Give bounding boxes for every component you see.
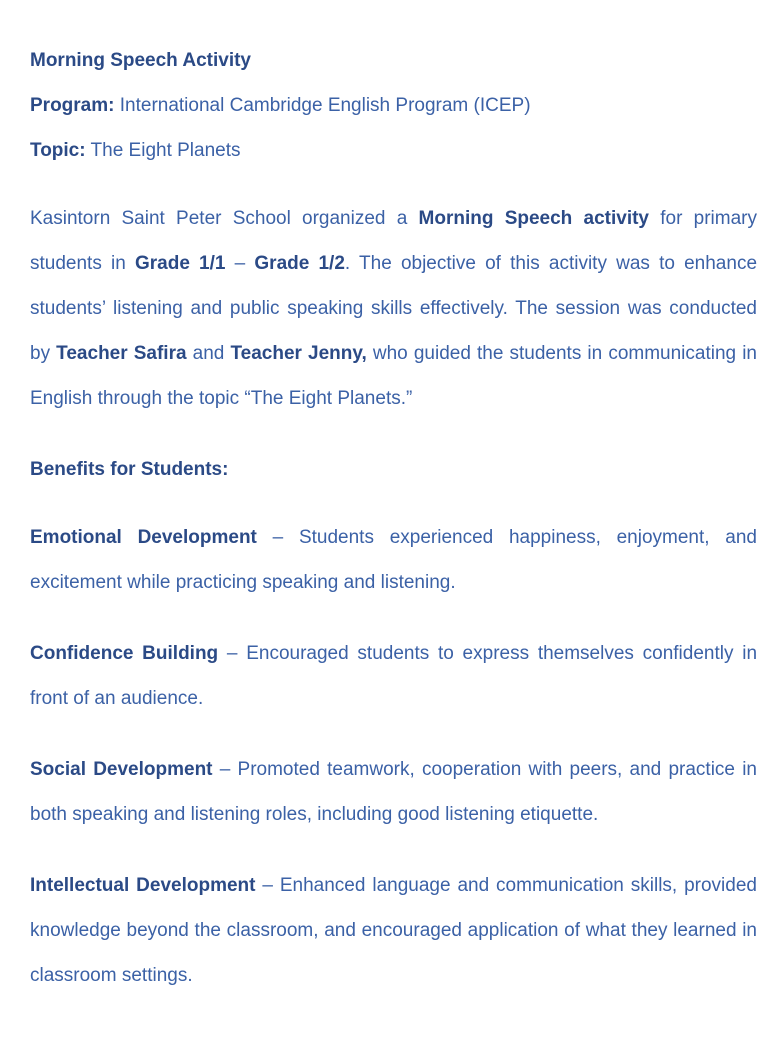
benefits-heading: Benefits for Students: — [30, 459, 229, 480]
bold-run-teacher-jenny: Teacher Jenny, — [230, 343, 367, 364]
bold-run-grade-1-1: Grade 1/1 — [134, 253, 226, 274]
text-run: . The objective of this activity was to enhance students’ listening and public speaking skills effectively. The session was conducted by — [30, 253, 758, 364]
text-run: who guided the students in communicating in English through the topic “The Eight Planets.” — [30, 343, 757, 409]
benefit-body: Enhanced language and communication skills, provided knowledge beyond the classroom, and encouraged application of what they learned in classroom settings. — [30, 875, 757, 986]
program-value: International Cambridge English Program (ICEP) — [119, 95, 531, 116]
topic-value: The Eight Planets — [90, 140, 241, 161]
bold-run-teacher-safira: Teacher Safira — [56, 343, 187, 364]
benefit-title: Emotional Development — [30, 527, 257, 548]
topic-line — [30, 128, 757, 173]
text-run: Kasintorn Saint Peter School organized a — [30, 208, 419, 229]
text-run: and — [186, 343, 231, 364]
intro-paragraph — [30, 196, 757, 421]
benefit-body: Promoted teamwork, cooperation with peers, and practice in both speaking and listening roles, including good listening etiquette. — [30, 759, 757, 825]
topic-label: Topic: — [30, 140, 86, 161]
benefit-separator: – — [255, 875, 280, 896]
program-label: Program: — [30, 95, 115, 116]
benefit-separator: – — [256, 527, 299, 548]
benefit-title: Social Development — [30, 759, 213, 780]
text-run: for primary students in — [30, 208, 757, 274]
benefit-body: Students experienced happiness, enjoyment, and excitement while practicing speaking and listening. — [30, 527, 757, 593]
page-title: Morning Speech Activity — [30, 50, 251, 71]
benefit-body: Encouraged students to express themselves confidently in front of an audience. — [30, 643, 758, 709]
benefit-separator: – — [218, 643, 247, 664]
benefit-title: Confidence Building — [30, 643, 219, 664]
benefit-item-intellectual-development — [30, 863, 757, 998]
benefit-item-emotional-development — [30, 515, 757, 605]
program-line — [30, 83, 757, 128]
benefit-separator: – — [212, 759, 238, 780]
benefit-item-confidence-building — [30, 631, 757, 721]
bold-run-grade-1-2: Grade 1/2 — [254, 253, 345, 274]
benefit-item-social-development — [30, 747, 757, 837]
bold-run-morning-speech: Morning Speech activity — [418, 208, 649, 229]
benefit-title: Intellectual Development — [30, 875, 256, 896]
text-run: – — [225, 253, 255, 274]
